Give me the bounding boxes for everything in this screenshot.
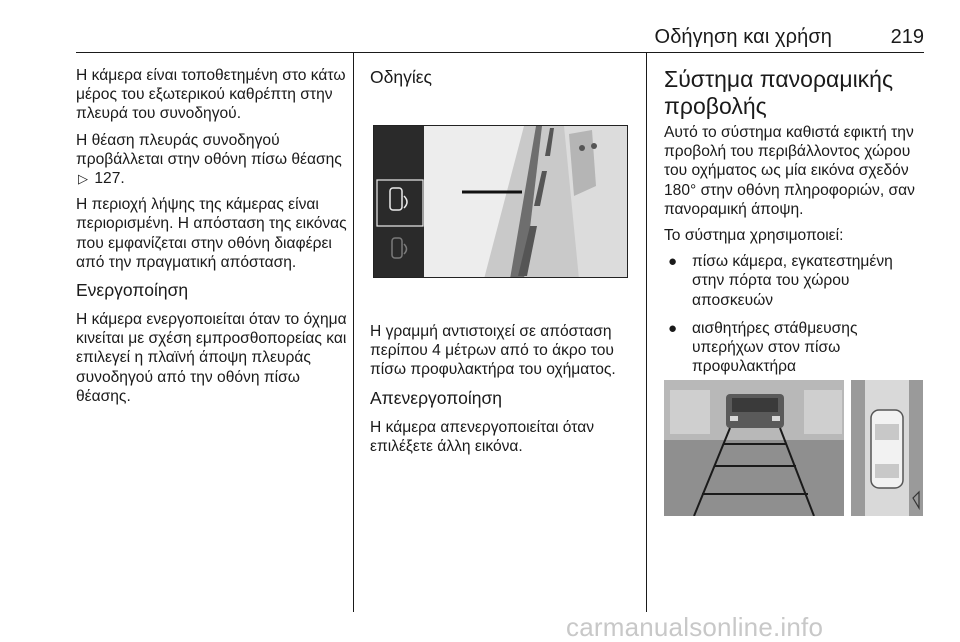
bullet-icon: ●	[668, 319, 678, 337]
side-camera-illustration	[374, 126, 628, 278]
list-item	[664, 252, 924, 310]
paragraph: Το σύστημα χρησιμοποιεί:	[664, 227, 844, 245]
column-divider-2	[646, 52, 647, 612]
header-title: Οδήγηση και χρήση	[654, 26, 832, 48]
panoramic-view-image	[664, 380, 844, 516]
header-rule	[76, 52, 924, 53]
paragraph: Η κάμερα απενεργοποιείται όταν επιλέξετε άλλη εικόνα.	[370, 418, 595, 455]
figure-caption: Η γραμμή αντιστοιχεί σε απόσταση περίπου 4 μέτρων από το άκρο του πίσω προφυλακτήρα του οχήματος.	[370, 323, 616, 379]
paragraph: Η κάμερα είναι τοποθετημένη στο κάτω μέρος του εξωτερικού καθρέπτη στην πλευρά του συνοδηγού.	[76, 67, 346, 123]
section-heading: Απενεργοποίηση	[370, 387, 503, 408]
top-view-image	[851, 380, 923, 516]
page-header	[76, 26, 924, 50]
paragraph: Η κάμερα ενεργοποιείται όταν το όχημα κινείται με σχέση εμπροσθοπορείας και επιλεγεί η πλαϊνή άποψη πλευράς συνοδηγού από την οθόνη πίσω θέασης.	[76, 311, 347, 405]
paragraph: Αυτό το σύστημα καθιστά εφικτή την προβολή του περιβάλλοντος χώρου του οχήματος ως μία εικόνα σχεδόν 180° στην οθόνη πληροφοριών, σαν πανοραμική άποψη.	[664, 124, 915, 218]
bullet-icon: ●	[668, 253, 678, 271]
list-item	[664, 319, 924, 377]
watermark: carmanualsonline.info	[566, 612, 824, 642]
feature-list	[664, 252, 924, 376]
page-reference[interactable]: 127.	[94, 170, 125, 188]
column-2-text	[370, 322, 632, 463]
panoramic-view-illustration	[664, 380, 844, 516]
column-divider-1	[353, 52, 354, 612]
paragraph-with-reference	[76, 131, 348, 189]
section-heading: Ενεργοποίηση	[76, 280, 189, 301]
list-item-text: αισθητήρες στάθμευσης υπερήχων στον πίσω προφυλακτήρα	[692, 319, 858, 376]
column-1	[76, 66, 348, 413]
list-item-text: πίσω κάμερα, εγκατεστημένη στην πόρτα του χώρου αποσκευών	[692, 253, 893, 309]
reference-arrow-icon: ▷	[78, 171, 88, 187]
column-2	[370, 66, 632, 97]
side-camera-image	[373, 125, 628, 278]
page-number: 219	[890, 26, 924, 48]
paragraph-text: Η θέαση πλευράς συνοδηγού προβάλλεται στην οθόνη πίσω θέασης	[76, 131, 342, 168]
top-view-illustration	[851, 380, 923, 516]
column-3	[664, 66, 924, 385]
section-title: Σύστημα πανοραμικής προβολής	[664, 66, 894, 119]
paragraph: Η περιοχή λήψης της κάμερας είναι περιορισμένη. Η απόσταση της εικόνας που εμφανίζεται στην οθόνη διαφέρει από την πραγματική απόσταση.	[76, 196, 347, 271]
section-heading: Οδηγίες	[370, 67, 432, 87]
